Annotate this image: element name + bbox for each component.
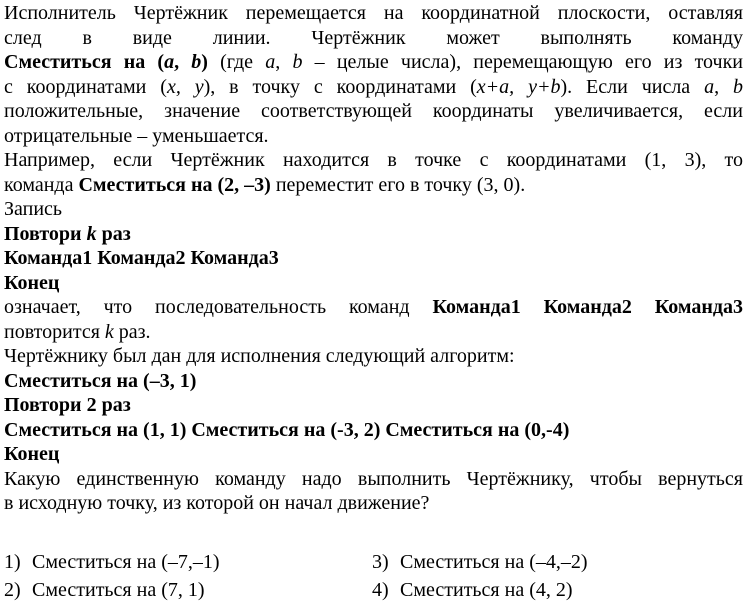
record-commands: Команда1 Команда2 Команда3 [4, 247, 279, 269]
algorithm-line-3: Сместиться на (1, 1) Сместиться на (-3, 2) Сместиться на (0,-4) [4, 418, 570, 441]
record-means-line-2: повторится k раз. [4, 320, 151, 343]
intro-line-2: след в виде линии. Чертёжник может выполнять команду [4, 26, 743, 49]
record-end: Конец [4, 271, 60, 294]
answer-number: 3) [372, 551, 389, 573]
answer-option-4[interactable] [372, 578, 573, 603]
intro-line-4: с координатами (x, y), в точку с координатами (x+a, y+b). Если числа a, b [4, 75, 743, 98]
intro-line-5: положительные, значение соответствующей координаты увеличивается, если [4, 100, 743, 122]
record-repeat: Повтори k раз [4, 222, 131, 245]
answer-option-3[interactable] [372, 550, 588, 575]
answer-option-1[interactable] [4, 550, 220, 575]
answer-number: 2) [4, 579, 21, 601]
algorithm-intro: Чертёжнику был дан для исполнения следующий алгоритм: [4, 345, 515, 367]
answer-option-2[interactable] [4, 578, 205, 603]
answer-number: 1) [4, 551, 21, 573]
answer-text: Сместиться на (–7,–1) [32, 551, 220, 573]
algorithm-line-4: Конец [4, 443, 60, 465]
example-line-1: Например, если Чертёжник находится в точке с координатами (1, 3), то [4, 149, 743, 171]
answer-text: Сместиться на (7, 1) [32, 579, 205, 601]
question-line-2: в исходную точку, из которой он начал движение? [4, 492, 430, 514]
task-text [4, 1, 743, 516]
intro-line-3: Сместиться на (a, b) (где a, b – целые числа), перемещающую его из точки [4, 51, 744, 73]
question-line-1: Какую единственную команду надо выполнить Чертёжнику, чтобы вернуться [4, 467, 743, 490]
intro-line-1: Исполнитель Чертёжник перемещается на координатной плоскости, оставляя [4, 2, 743, 24]
answer-text: Сместиться на (4, 2) [400, 579, 573, 601]
example-line-2: команда Сместиться на (2, –3) переместит его в точку (3, 0). [4, 173, 526, 196]
record-label: Запись [4, 198, 63, 220]
answer-number: 4) [372, 579, 389, 601]
answer-row [4, 578, 743, 606]
command-syntax: Сместиться на (a, b) [4, 51, 208, 73]
intro-line-6: отрицательные – уменьшается. [4, 124, 269, 147]
algorithm-line-1: Сместиться на (–3, 1) [4, 369, 197, 392]
answer-text: Сместиться на (–4,–2) [400, 551, 588, 573]
answer-row [4, 550, 743, 578]
record-means-line-1: означает, что последовательность команд Команда1 Команда2 Команда3 [4, 296, 744, 318]
answer-options [4, 550, 743, 606]
algorithm-line-2: Повтори 2 раз [4, 394, 131, 416]
